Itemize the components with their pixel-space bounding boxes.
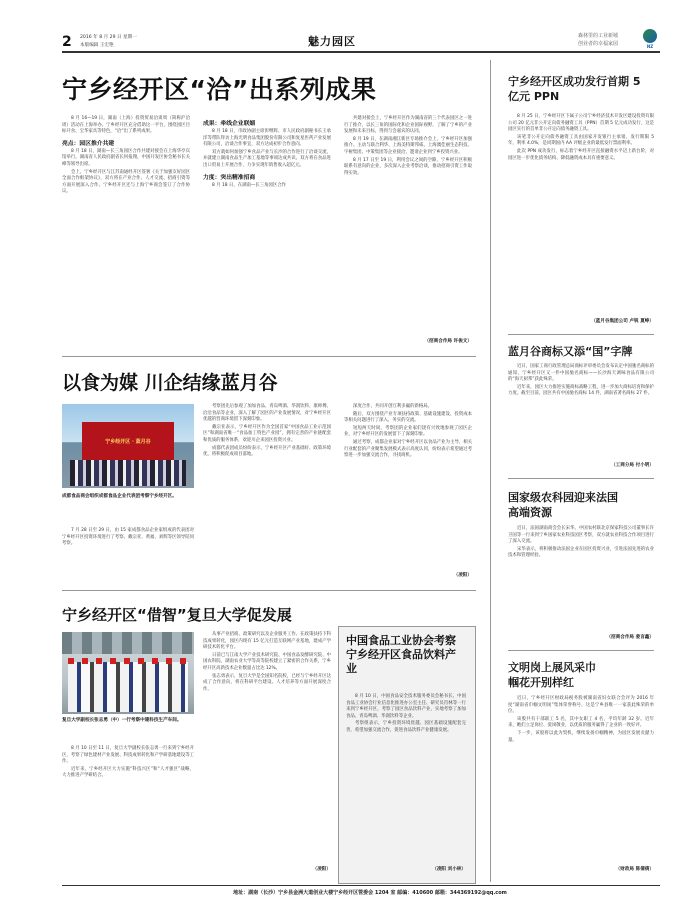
article1-column1	[62, 116, 190, 197]
side-divider-2	[508, 478, 654, 479]
paragraph: 宋华表示，将积极推动法国企业在园区投资兴业，引进法国先进的农业技术和管理经验。	[508, 546, 654, 559]
paragraph: 8 月 18 日，在湖南—长三角园区合作	[212, 182, 287, 188]
side3-headline: 国家级农科园迎来法国高端资源	[508, 491, 618, 519]
subheading: 力度：突出精准招商	[203, 174, 256, 181]
paragraph: 8 月 18 日，市政协副主席彭继辉、市人民政府副秘书长王承洋等带队拜访上海光明食品集团股份有限公司和复星医药产业发展有限公司，洽谈合作事宜，双方达成初步合作意向。	[203, 129, 331, 148]
paragraph: 深度合作，共同开创互利多赢的新格局。	[353, 404, 433, 409]
paragraph: 8 月 16—19 日，湖南（上海）投资贸易洽谈周（简称沪洽周）活动在上海举办。宁乡经开区充分借助这一平台，围绕园区目标开食、宝华家具等特色，“洽”出了系列成果。	[62, 116, 190, 135]
section-title: 魅力园区	[308, 35, 356, 48]
article1-headline: 宁乡经开区“洽”出系列成果	[62, 75, 377, 104]
subheading: 亮点：园区推介共建	[62, 140, 115, 147]
paragraph: 近日，法国湖南商会会长宋华、中国农村联北京保家科技公司董事长许卫国等一行来到宁乡国家农业科技园区考察，双方就农业科技合作项目进行了深入交流。	[508, 526, 654, 545]
article3-headline: 宁乡经开区“借智”复旦大学促发展	[62, 606, 292, 624]
side3-credit: （招商合作局 姜言鑫）	[606, 635, 654, 640]
side4-credit: （财政局 陈倩倩）	[615, 867, 654, 872]
article4-body	[346, 694, 466, 736]
side1-body	[508, 114, 654, 163]
paragraph: 双方就如何加强宁乡食品产业与长沙的合作进行了洽谈交流，并就建立湖南食品生产加工基地等事项达成共识。双方将在食品进出口贸易上开展合作，力争实现年销售收入超亿元。	[203, 149, 331, 168]
slogan-top: 森林里的工业新城	[578, 33, 619, 39]
date-line: 2016 年 8 月 29 日 星期一	[80, 35, 137, 40]
divider-2	[62, 590, 476, 591]
paragraph: 8 月 10 日至 11 日，复旦大学副校长张志勇一行来到宁乡经开区，考察了绿色建材产业发展、科技成果转化和产学研基地建设等工作。	[62, 746, 194, 765]
side1-credit: （蓝月谷集团公司 卢锐 夏峥）	[591, 319, 654, 324]
photo-machinery	[62, 632, 194, 654]
paragraph: 8 月 10 日，中国食品安全技术服务委员会秘书长、中国食品工业协会行业信息化推进办公室主任、研究员肖林等一行来到宁乡经开区，考察了园区食品饮料产业，实地考察了加加食品、青岛啤酒、华润饮料等企业。	[346, 694, 466, 719]
side4-headline: 文明岗上展风采巾帼花开别样红	[508, 661, 596, 689]
article1-column2	[203, 116, 331, 190]
article2-headline: 以食为媒 川企结缘蓝月谷	[62, 372, 278, 394]
side-divider-1	[508, 334, 654, 335]
article2-credit: （凌阳）	[453, 573, 472, 578]
side3-body	[508, 526, 654, 561]
side-divider-3	[508, 650, 654, 651]
paragraph: 通过考察，成都企业家对宁乡经开区以食品产业为主导、相关行业配套的产业聚集发展模式表示高度认同，纷纷表示希望通过考察进一步加强交流合作，寻找商机。	[344, 439, 472, 459]
paragraph: 8 月 17 日至 19 日，利用会议之间的空隙，宁乡经开区积极联系有意向的企业，多次深入企业考察洽谈，推动招商引资工作取得实效。	[344, 157, 472, 176]
paragraph: 日前已与江南大学产业技术研究院、中国食品发酵研究院、中国农科院、湖南农业大学等高等院校建立了紧密的合作关系，宁乡经开区高新技术企业数量占比达 12%。	[203, 652, 331, 671]
side4-body	[508, 696, 654, 745]
paragraph: 8 月 19 日，在湖南湘江新区专场推介会上，宁乡经开区加强推介。主动与联合利华、上海美特斯邦威、上海澳佳丽生态科技、宇树集团、中策集团等企业接洽，邀请企业到宁乡投资兴业。	[344, 136, 472, 155]
paragraph: 短短两天时间，考察团的企业家们饶有兴致地参观了园区企业，对宁乡经开区的发展留下了深刻印象。	[344, 425, 472, 438]
side2-headline: 蓝月谷商标又添“国”字牌	[508, 345, 633, 358]
footer-text: 地址：湖南（长沙）宁乡县金洲大道创业大楼宁乡经开区管委会 1204 室 邮编：410600 邮箱：344369192@qq.com	[233, 890, 507, 896]
footer-rule	[62, 885, 660, 886]
article1-credit: （招商合作局 许俊文）	[424, 339, 472, 344]
paragraph: 张志勇表示，复旦大学是全国知名院校，已经与宁乡经开区达成了合作意向，将在科研平台建设、人才培养等方面开展深度合作。	[203, 673, 331, 692]
page-header	[0, 0, 684, 54]
paragraph: 8 月 25 日，宁乡经开区下属子公司宁乡经济技术开发区建设投资有限公司 20 亿元非公开定向债务融资工具（PPN）首期 5 亿元成功发行，这是园区实行的首单非公开定向债务融资工具。	[508, 114, 654, 133]
side2-credit: （工商分局 付小明）	[611, 463, 654, 468]
paragraph: 下一步，该股将以此为契机，继续发扬巾帼精神，为园区发展贡献力量。	[508, 730, 654, 743]
paragraph: 考察组表示，宁乡投资环境优越、园区基础设施配套完善，希望加强交流合作，促进食品饮料产业健康发展。	[346, 721, 466, 733]
article1-column3	[344, 116, 472, 178]
article2-column2	[203, 404, 331, 460]
slogan-bottom: 创业者的幸福家园	[578, 41, 619, 47]
side1-headline: 宁乡经开区成功发行首期 5 亿元 PPN	[508, 75, 641, 103]
side2-body	[508, 364, 654, 399]
article3-photo	[62, 632, 194, 714]
editor-line: 本版编辑 王宏艳	[80, 43, 114, 48]
paragraph: 共建对接会上，宁乡经开区作为湖南省的三个代表园区之一进行了推介，以长三角的国际化和企业国际视野，了解了宁乡的产业发展和未来目标，得到与会嘉宾的认同。	[344, 116, 472, 135]
article3-credit: （凌阳）	[312, 867, 331, 872]
article3-caption: 复旦大学副校长张志勇（中）一行考察中建科技生产车间。	[62, 718, 182, 723]
paragraph: 此次 PPN 成功发行，标志着宁乡经开区直接融资水平迈上新台阶，对园区进一步优化债务结构、降低融资成本具有重要意义。	[508, 148, 654, 161]
paragraph: 该笔非公开定向债务融资工具由国家开发银行主承销，发行期限 5 年，利率 4.0%，是同期国内 AA 评级企业的最低发行票面利率。	[508, 134, 654, 147]
subheading: 成果：牵线企业联姻	[203, 121, 256, 127]
article4-credit: （凌阳 刘小林）	[432, 867, 466, 872]
header-rule	[62, 51, 660, 53]
article2-photo	[62, 404, 194, 488]
paragraph: 戴宗亚表示，宁乡经开区作为全国首家“中国食品工业示范园区”和湖南省唯一“食品加工特色产业园”，拥有完善的产业链配套和优质的服务体系，欢迎川企来园区投资兴业。	[203, 424, 331, 443]
paragraph: 8 月 18 日，湖南—长三角园区合作共建对接会在上海华亭宾馆举行。湖南省人民政府副省长何报翔、中国开发区协会秘书长关峰等领导出席。	[62, 148, 190, 167]
article2-caption: 成都食品商会组织成都食品企业代表团考察宁乡经开区。	[62, 494, 177, 499]
paragraph: 近年来，园区大力推进实施商标战略工程，进一步加大商标培育和保护力度。截至目前，园区共有中国驰名商标 14 件，湖南省著名商标 27 件。	[508, 384, 654, 397]
photo-sign: 宁乡经开区 · 蓝月谷	[105, 439, 151, 445]
paragraph: 从事产业招商、政策研究以及企业服务工作。在政策扶持下科技成果转化，园区内现有 15 亿元打造互联网产业基地，建成产学研技术转化平台。	[203, 632, 331, 651]
paragraph: 近日，国家工商行政管理总局商标评审委员会发布认定中国驰名商标的通知，宁乡经开区又一件中国驰名商标——长沙海天调味食品有限公司的“海天厨邦”获此殊荣。	[508, 364, 654, 383]
page-number: 2	[62, 34, 72, 50]
article3-column1	[62, 746, 194, 781]
article4-headline: 中国食品工业协会考察宁乡经开区食品饮料产业	[346, 634, 456, 675]
photo-visitors	[68, 662, 188, 712]
column-separator	[490, 60, 491, 882]
paragraph: 随后，双方围绕产业专项扶持政策、基础设施建设、投资成本等相关问题进行了深入、务实的交流。	[344, 411, 472, 424]
paragraph: 会上，宁乡经开区与江苏南通经开区签署《关于加强友好园区全面合作框架协议》，双方将在产业合作、人才交流、招商引资等方面开展深入合作。宁乡经开区还与上海宁乡商会签订了合作协议。	[62, 169, 190, 195]
article3-column2	[203, 632, 331, 694]
paragraph: 考察团先后参观了加加食品、青岛啤酒、华润饮料、康师傅、洽洽食品等企业，深入了解了园区的产业发展情况，对宁乡经开区优越的营商环境留下深刻印象。	[203, 404, 331, 423]
zone-logo	[643, 29, 657, 43]
divider-1	[62, 356, 476, 357]
paragraph: 成都代表团成员纷纷表示，宁乡经开区产业基础好、政策环境优，将积极促成项目落地。	[203, 445, 331, 458]
article2-column3	[344, 404, 472, 461]
photo-helmets	[68, 658, 188, 664]
zone-logo-text: NZ	[646, 44, 654, 49]
paragraph: 近日，宁乡经开区财政局税务股被湖南省妇女联合会评为 2016 年度“湖南省巾帼文明岗”集体荣誉称号，这是宁乡县唯一一家获此殊荣的单位。	[508, 696, 654, 715]
paragraph: 近年来，宁乡经开区大力实施“科技兴区”和“人才强区”战略，大力推进产学研结合。	[62, 766, 194, 779]
paragraph: 该股共有干部职工 5 名，其中女职工 4 名，平均年龄 32 岁。近年来，她们立足岗位、爱岗敬业，以优质的服务赢得了企业的一致好评。	[508, 716, 654, 729]
paragraph: 7 月 28 日至 29 日，由 15 家成都食品企业家组成的代表团对宁乡经开区投资环境进行了考察。戴宗亚、黄福、刘辉等区领导陪同考察。	[62, 528, 194, 547]
article2-column1	[62, 528, 194, 549]
photo-people	[70, 460, 186, 486]
